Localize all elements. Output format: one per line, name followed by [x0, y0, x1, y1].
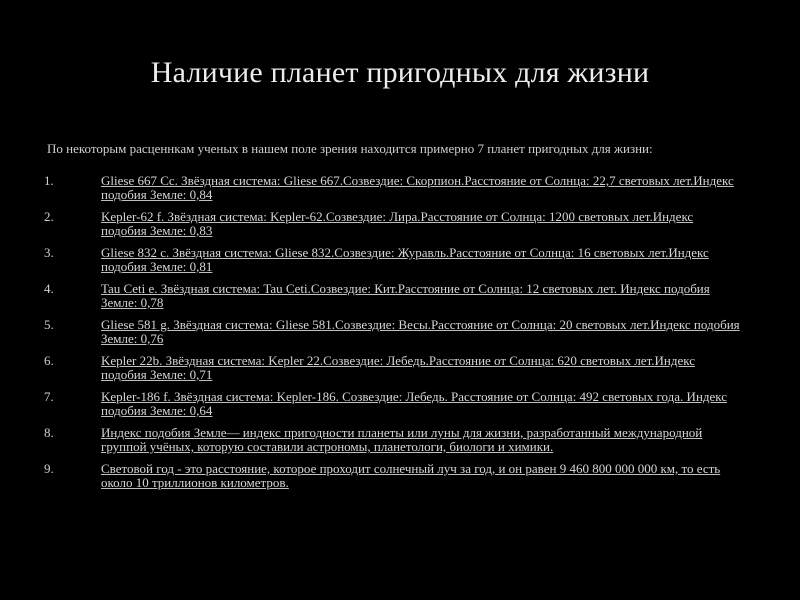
list-item-number: 1. — [44, 173, 54, 188]
list-item-number: 2. — [44, 209, 54, 224]
list-item-number: 3. — [44, 245, 54, 260]
list-item-link[interactable]: Kepler-186 f. Звёздная система: Kepler-186. Созвездие: Лебедь. Расстояние от Солнца: 492 световых года. Индекс подобия Земле: 0,64 — [101, 389, 728, 418]
list-item-number: 6. — [44, 353, 54, 368]
list-item-link[interactable]: Kepler-62 f. Звёздная система: Kepler-62.Созвездие: Лира.Расстояние от Солнца: 1200 световых лет.Индекс подобия Земле: 0,83 — [101, 209, 694, 238]
list-item-link[interactable]: Световой год - это расстояние, которое проходит солнечный луч за год, и он равен 9 460 800 000 000 км, то есть около 10 триллионов километров. — [101, 461, 721, 490]
list-item-number: 5. — [44, 317, 54, 332]
intro-text: По некоторым расценнкам ученых в нашем поле зрения находится примерно 7 планет пригодных для жизни: — [47, 141, 653, 156]
slide-title: Наличие планет пригодных для жизни — [150, 56, 650, 89]
list-item-link[interactable]: Gliese 832 c. Звёздная система: Gliese 832.Созвездие: Журавль.Расстояние от Солнца: 16 световых лет.Индекс подобия Земле: 0,81 — [101, 245, 709, 274]
list-item-number: 7. — [44, 389, 54, 404]
list-item — [0, 246, 800, 282]
planet-list — [0, 174, 800, 498]
list-item-link[interactable]: Kepler 22b. Звёздная система: Kepler 22.Созвездие: Лебедь.Расстояние от Солнца: 620 световых лет.Индекс подобия Земле: 0,71 — [101, 353, 696, 382]
list-item-link[interactable]: Gliese 581 g. Звёздная система: Gliese 581.Созвездие: Весы.Расстояние от Солнца: 20 световых лет.Индекс подобия Земле: 0,76 — [101, 317, 740, 346]
list-item-link[interactable]: Tau Ceti e. Звёздная система: Tau Ceti.Созвездие: Кит.Расстояние от Солнца: 12 световых лет. Индекс подобия Земле: 0,78 — [101, 281, 710, 310]
list-item — [0, 282, 800, 318]
list-item — [0, 426, 800, 462]
list-item — [0, 462, 800, 498]
list-item-link[interactable]: Gliese 667 Cc. Звёздная система: Gliese 667.Созвездие: Скорпион.Расстояние от Солнца: 22,7 световых лет.Индекс подобия Земле: 0,84 — [101, 173, 734, 202]
list-item-number: 4. — [44, 281, 54, 296]
list-item — [0, 174, 800, 210]
list-item-link[interactable]: Индекс подобия Земле— индекс пригодности планеты или луны для жизни, разработанный международной группой учёных, которую составили астрономы, планетологи, биологи и химики. — [101, 425, 703, 454]
list-item-number: 9. — [44, 461, 54, 476]
list-item — [0, 318, 800, 354]
list-item — [0, 390, 800, 426]
list-item-number: 8. — [44, 425, 54, 440]
list-item — [0, 210, 800, 246]
list-item — [0, 354, 800, 390]
